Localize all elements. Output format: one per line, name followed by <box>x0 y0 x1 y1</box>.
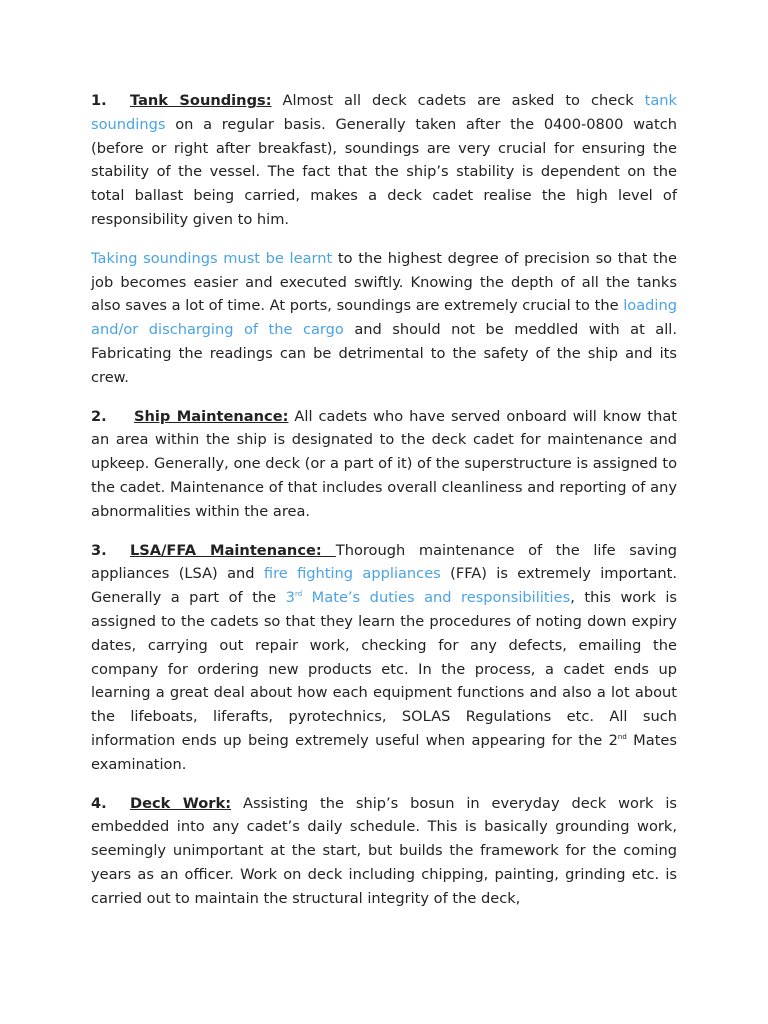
section-heading: Tank Soundings: <box>130 92 272 109</box>
taking-soundings-link[interactable]: Taking soundings must be learnt <box>91 249 333 267</box>
section-tank-soundings-continued <box>91 247 677 390</box>
section-number: 2. <box>91 407 107 425</box>
loading-discharging-cargo-link[interactable]: loading and/or discharging of the cargo <box>91 297 677 339</box>
body-text: (FFA) is extremely important. Generally a part of the <box>91 565 677 607</box>
section-ship-maintenance <box>91 405 677 524</box>
body-text: to the highest degree of precision so that the job becomes easier and executed swiftly. Knowing the depth of all the tanks also saves a lot of time. At ports, soundings are extremely crucial to the <box>91 249 677 315</box>
fire-fighting-appliances-link[interactable]: fire fighting appliances <box>263 565 451 583</box>
section-tank-soundings <box>91 89 677 232</box>
body-text: All cadets who have served onboard will know that an area within the ship is designated to the deck cadet for maintenance and upkeep. Generally, one deck (or a part of it) of the superstructure is assigned to the cadet. Maintenance of that includes overall cleanliness and reporting of any abnormalities within the area. <box>91 407 677 520</box>
section-number: 4. <box>91 794 107 812</box>
superscript: nd <box>617 733 627 742</box>
link-text: 3 <box>276 589 295 607</box>
body-text: , this work is assigned to the cadets so that they learn the procedures of noting down expiry dates, carrying out repair work, checking for any defects, emailing the company for ordering new products etc. In the process, a cadet ends up learning a great deal about how each equipment functions and also a lot about the lifeboats, liferafts, pyrotechnics, SOLAS Regulations etc. All such information ends up being extremely useful when appearing for the 2 <box>91 589 677 749</box>
link-text: Mate’s duties and responsibilities <box>302 589 571 607</box>
section-heading: Deck Work: <box>130 794 232 812</box>
tank-soundings-link[interactable]: tank soundings <box>91 92 677 133</box>
third-mate-duties-link[interactable] <box>276 589 570 606</box>
body-text: Assisting the ship’s bosun in everyday deck work is embedded into any cadet’s daily schedule. This is basically grounding work, seemingly unimportant at the start, but builds the framework for the coming years as an officer. Work on deck including chipping, painting, grinding etc. is carried out to maintain the structural integrity of the deck, <box>91 794 677 907</box>
section-number: 1. <box>91 92 107 109</box>
body-text: Almost all deck cadets are asked to check <box>271 92 645 109</box>
section-number: 3. <box>91 541 107 559</box>
section-heading: Ship Maintenance: <box>134 407 289 425</box>
section-lsa-ffa-maintenance <box>91 539 677 777</box>
superscript: rd <box>294 590 303 599</box>
section-heading: LSA/FFA Maintenance: <box>130 541 336 559</box>
body-text: Thorough maintenance of the life saving appliances (LSA) and <box>91 541 677 583</box>
body-text: on a regular basis. Generally taken after the 0400-0800 watch (before or right after breakfast), soundings are very crucial for ensuring the stability of the vessel. The fact that the ship’s stability is dependent on the total ballast being carried, makes a deck cadet realise the high level of responsibility given to him. <box>91 115 677 228</box>
body-text: Mates examination. <box>91 731 678 773</box>
section-deck-work <box>91 792 677 911</box>
body-text: and should not be meddled with at all. Fabricating the readings can be detrimental to the safety of the ship and its crew. <box>91 321 677 386</box>
document-page <box>91 89 677 926</box>
